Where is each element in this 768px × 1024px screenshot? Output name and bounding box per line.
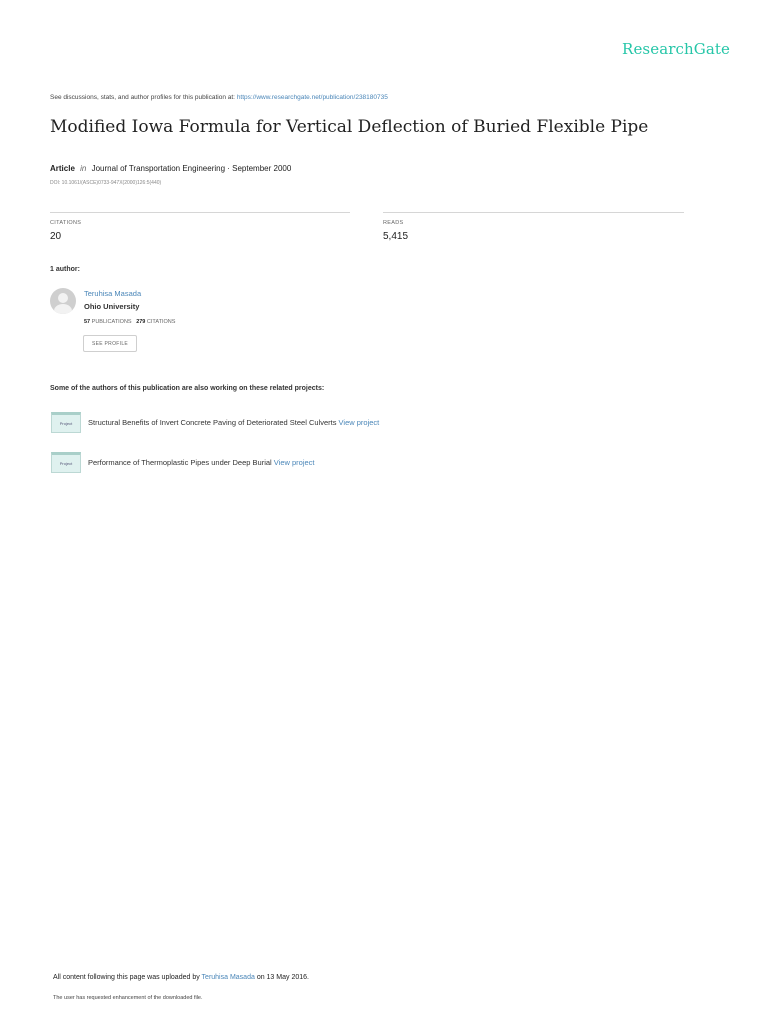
upload-prefix: All content following this page was uploaded by xyxy=(53,974,200,981)
enhancement-note: The user has requested enhancement of the downloaded file. xyxy=(53,995,203,1001)
journal-line: Journal of Transportation Engineering · September 2000 xyxy=(91,164,292,173)
author-name-link[interactable]: Teruhisa Masada xyxy=(84,289,142,298)
project-title: Performance of Thermoplastic Pipes under Deep Burial xyxy=(88,458,272,467)
uploader-link[interactable]: Teruhisa Masada xyxy=(201,974,255,981)
author-stats xyxy=(84,319,175,325)
divider-reads xyxy=(383,212,684,213)
view-project-link[interactable]: View project xyxy=(273,458,315,467)
author-publications-count: 57 xyxy=(84,319,91,325)
reads-label: READS xyxy=(383,220,404,226)
related-project-item xyxy=(88,418,379,427)
author-institution: Ohio University xyxy=(84,302,140,311)
citations-value: 20 xyxy=(50,231,62,242)
discussion-prefix: See discussions, stats, and author profiles for this publication at: xyxy=(50,94,235,101)
authors-heading: 1 author: xyxy=(50,266,80,273)
author-citations-count: 279 xyxy=(136,319,146,325)
discussion-notice xyxy=(50,94,388,101)
publication-meta xyxy=(50,164,291,173)
avatar-head-shape xyxy=(58,293,68,303)
researchgate-logo[interactable]: ResearchGate xyxy=(622,40,730,58)
project-title: Structural Benefits of Invert Concrete Paving of Deteriorated Steel Culverts xyxy=(88,418,337,427)
see-profile-button[interactable]: SEE PROFILE xyxy=(83,335,137,352)
reads-value: 5,415 xyxy=(383,231,409,242)
publication-in-word: in xyxy=(80,164,87,173)
publication-title: Modified Iowa Formula for Vertical Deflection of Buried Flexible Pipe xyxy=(50,117,649,137)
project-badge[interactable]: Project xyxy=(51,412,81,433)
divider-citations xyxy=(50,212,350,213)
project-badge[interactable]: Project xyxy=(51,452,81,473)
avatar-body-shape xyxy=(54,304,72,314)
author-publications-label: PUBLICATIONS xyxy=(91,319,132,325)
citations-label: CITATIONS xyxy=(50,220,82,226)
upload-suffix: on 13 May 2016. xyxy=(256,974,309,981)
upload-notice xyxy=(53,974,309,981)
related-projects-heading: Some of the authors of this publication are also working on these related projects: xyxy=(50,385,325,392)
author-citations-label: CITATIONS xyxy=(146,319,176,325)
publication-doi: DOI: 10.1061/(ASCE)0733-947X(2000)126:5(440) xyxy=(50,180,162,186)
publication-type: Article xyxy=(50,164,75,173)
related-project-item xyxy=(88,458,315,467)
author-avatar[interactable] xyxy=(50,288,76,314)
publication-url-link[interactable]: https://www.researchgate.net/publication/238180735 xyxy=(236,94,388,101)
view-project-link[interactable]: View project xyxy=(338,418,380,427)
